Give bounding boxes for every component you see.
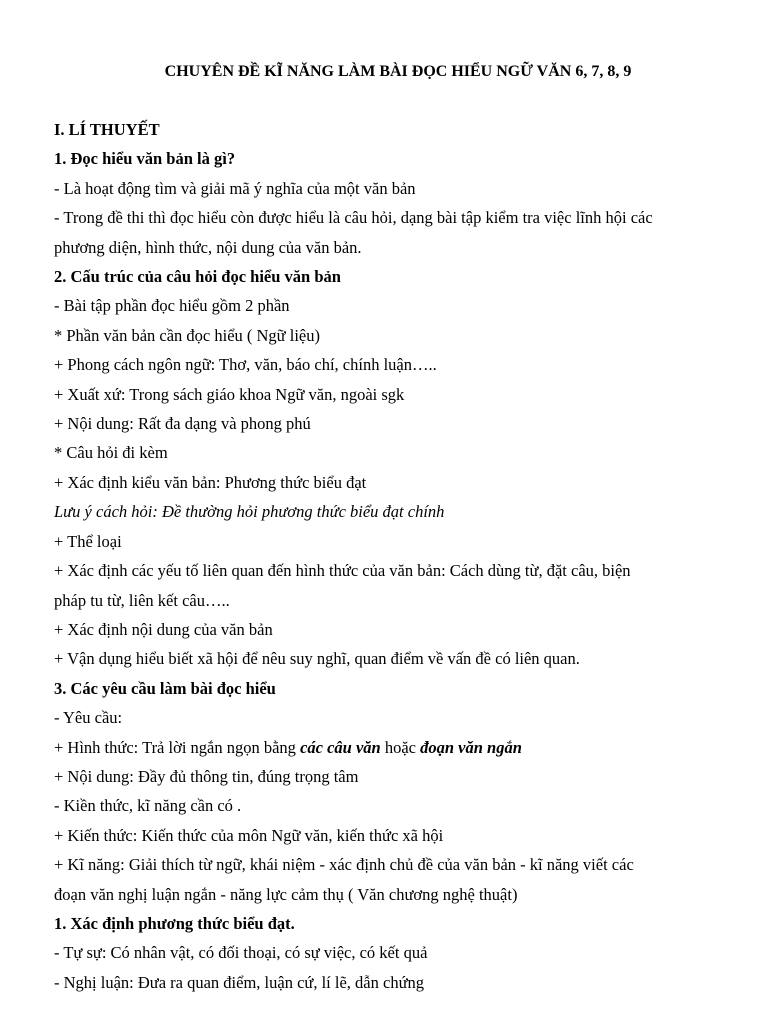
body-line: + Vận dụng hiểu biết xã hội để nêu suy nghĩ, quan điểm về vấn đề có liên quan. <box>54 649 580 669</box>
section-heading: 1. Xác định phương thức biểu đạt. <box>54 913 295 933</box>
body-line: - Bài tập phần đọc hiểu gồm 2 phần <box>54 296 290 316</box>
emphasis-text: đoạn văn ngắn <box>420 737 522 757</box>
body-line <box>54 733 734 762</box>
section-heading: 3. Các yêu cầu làm bài đọc hiểu <box>54 678 276 698</box>
body-line: pháp tu từ, liên kết câu….. <box>54 590 230 610</box>
text-span: hoặc <box>380 737 421 757</box>
body-line: + Xác định các yếu tố liên quan đến hình thức của văn bản: Cách dùng từ, đặt câu, biện <box>54 561 631 581</box>
section-heading: I. LÍ THUYẾT <box>54 120 160 139</box>
emphasis-text: các câu văn <box>300 737 381 757</box>
body-line: + Phong cách ngôn ngữ: Thơ, văn, báo chí, chính luận….. <box>54 355 437 375</box>
body-line: + Kiến thức: Kiến thức của môn Ngữ văn, kiến thức xã hội <box>54 825 444 845</box>
body-line: + Kĩ năng: Giải thích từ ngữ, khái niệm - xác định chủ đề của văn bản - kĩ năng viết các <box>54 855 634 875</box>
body-line: đoạn văn nghị luận ngắn - năng lực cảm thụ ( Văn chương nghệ thuật) <box>54 884 518 904</box>
body-line: - Kiền thức, kĩ năng cần có . <box>54 796 242 816</box>
note-line: Lưu ý cách hỏi: Đề thường hỏi phương thức biểu đạt chính <box>54 502 445 522</box>
body-line: - Trong đề thi thì đọc hiểu còn được hiểu là câu hỏi, dạng bài tập kiểm tra việc lĩnh hội các <box>54 208 653 228</box>
body-line: * Phần văn bản cần đọc hiểu ( Ngữ liệu) <box>54 325 320 345</box>
body-line: + Xuất xứ: Trong sách giáo khoa Ngữ văn, ngoài sgk <box>54 384 405 404</box>
body-line: + Thể loại <box>54 531 122 551</box>
body-line: + Nội dung: Rất đa dạng và phong phú <box>54 414 311 434</box>
body-line: phương diện, hình thức, nội dung của văn bản. <box>54 237 362 257</box>
text-span: + Hình thức: Trả lời ngắn ngọn bằng <box>54 737 301 757</box>
body-line: - Tự sự: Có nhân vật, có đối thoại, có sự việc, có kết quả <box>54 943 428 963</box>
body-line: + Xác định nội dung của văn bản <box>54 619 273 639</box>
body-line: + Xác định kiểu văn bản: Phương thức biểu đạt <box>54 472 367 492</box>
body-line: * Câu hỏi đi kèm <box>54 443 168 463</box>
body-line: - Yêu cầu: <box>54 708 123 728</box>
document-body <box>54 115 734 997</box>
section-heading: 1. Đọc hiểu văn bản là gì? <box>54 149 236 169</box>
body-line: + Nội dung: Đầy đủ thông tin, đúng trọng tâm <box>54 766 359 786</box>
document-title: CHUYÊN ĐỀ KĨ NĂNG LÀM BÀI ĐỌC HIỂU NGỮ VĂN 6, 7, 8, 9 <box>164 63 632 80</box>
body-line: - Nghị luận: Đưa ra quan điểm, luận cứ, lí lẽ, dẫn chứng <box>54 972 425 992</box>
body-line: - Là hoạt động tìm và giải mã ý nghĩa của một văn bản <box>54 178 416 198</box>
section-heading: 2. Cấu trúc của câu hỏi đọc hiểu văn bản <box>54 267 341 287</box>
